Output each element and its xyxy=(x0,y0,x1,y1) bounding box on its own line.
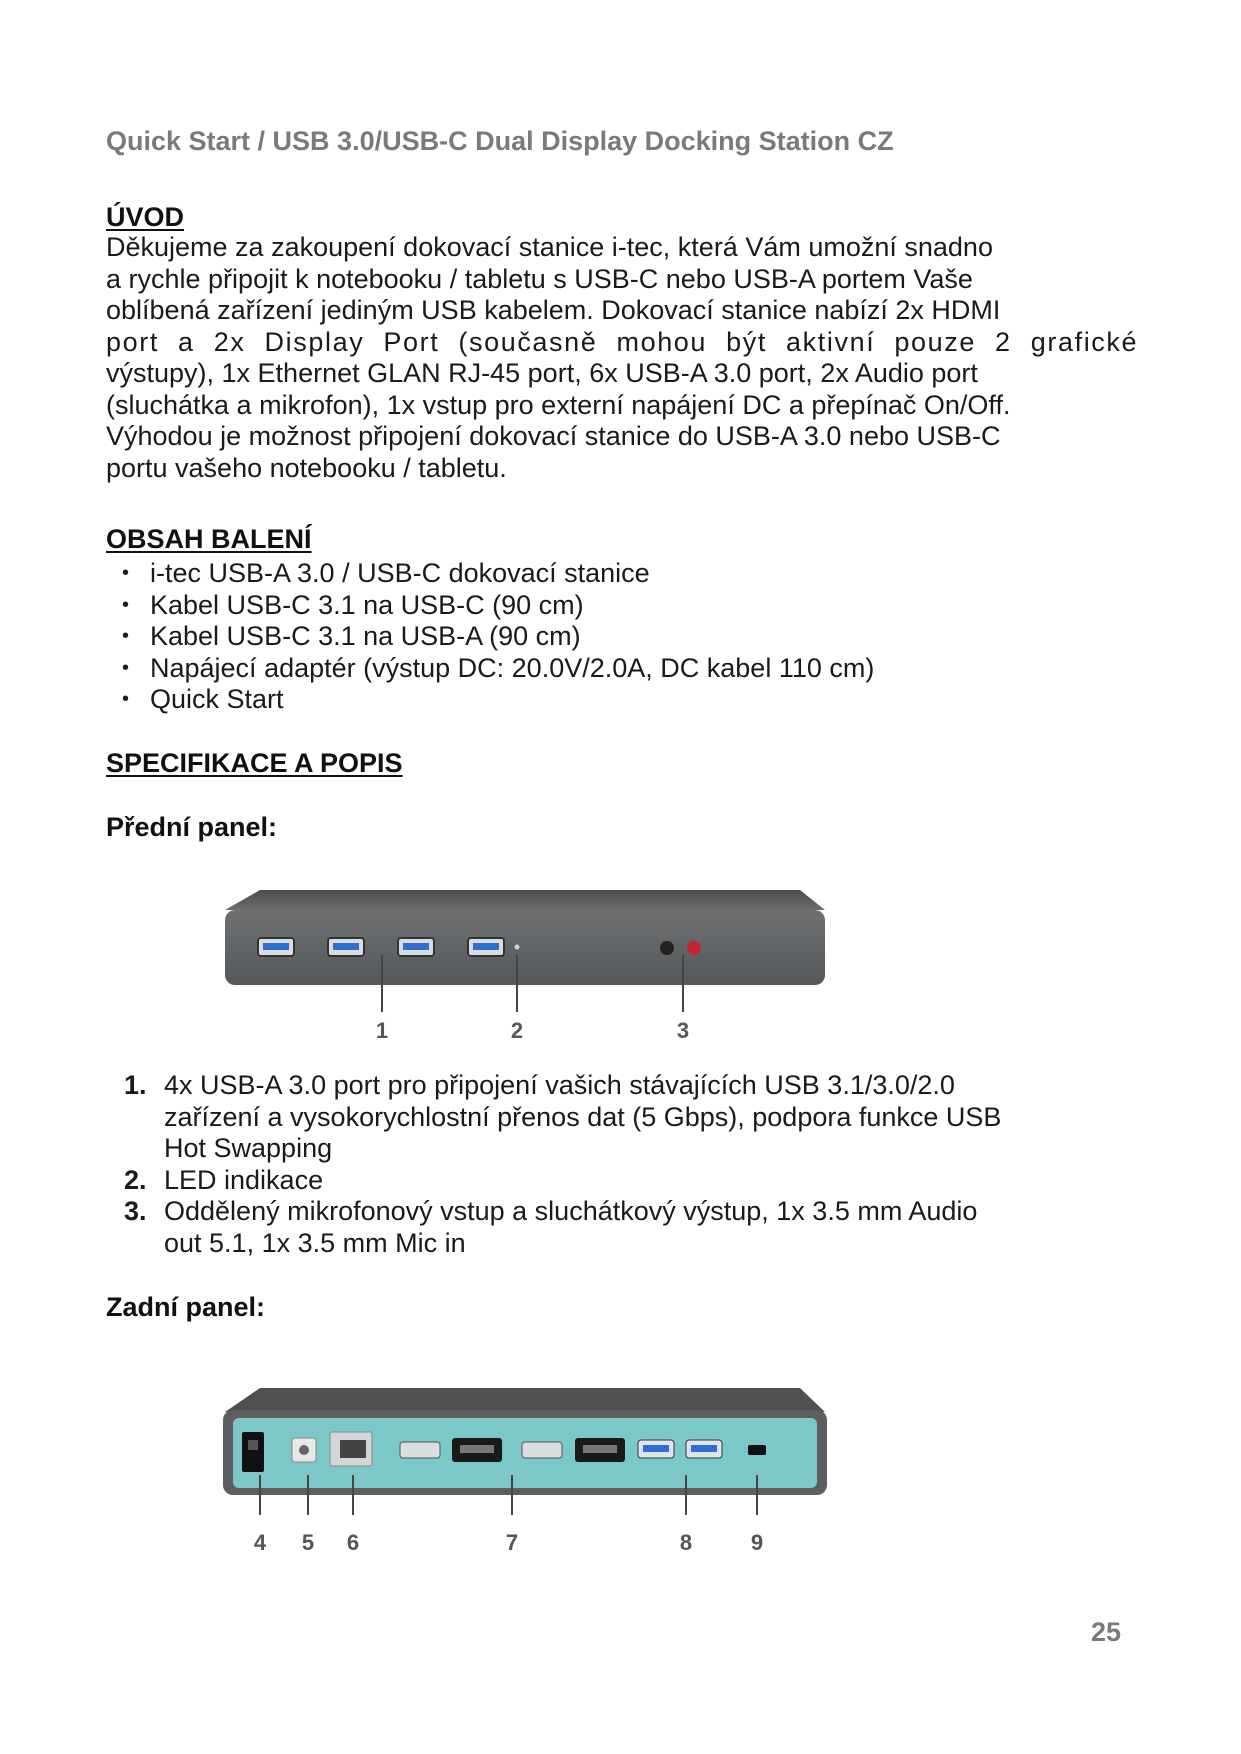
rear-panel-title: Zadní panel: xyxy=(106,1292,266,1322)
dock-top-surface xyxy=(225,1388,825,1412)
intro-heading: ÚVOD xyxy=(106,202,185,232)
list-item-text: Napájecí adaptér (výstup DC: 20.0V/2.0A, DC kabel 110 cm) xyxy=(150,652,875,683)
list-item-text: Hot Swapping xyxy=(164,1133,333,1163)
usb-port-tongue xyxy=(263,943,289,950)
displayport-socket xyxy=(460,1445,494,1453)
list-item xyxy=(120,1070,1001,1165)
intro-line: a rychle připojit k notebooku / tabletu s USB-C nebo USB-A portem Vaše xyxy=(106,263,973,294)
list-item-text: i-tec USB-A 3.0 / USB-C dokovací stanice xyxy=(150,558,650,588)
power-switch-icon xyxy=(242,1432,264,1472)
hdmi-port-icon xyxy=(522,1442,562,1458)
intro-line: oblíbená zařízení jediným USB kabelem. Dokovací stanice nabízí 2x HDMI xyxy=(106,295,1001,325)
list-item: • Quick Start xyxy=(122,684,284,714)
list-number: 2. xyxy=(124,1164,147,1195)
list-item-text: zařízení a vysokorychlostní přenos dat (5 Gbps), podpora funkce USB xyxy=(164,1101,1002,1132)
list-item: • Kabel USB-C 3.1 na USB-A (90 cm) xyxy=(122,621,581,651)
spec-heading: SPECIFIKACE A POPIS xyxy=(106,748,403,778)
callout-label: 3 xyxy=(676,1018,690,1043)
dock-front-face xyxy=(225,910,825,985)
package-heading: OBSAH BALENÍ xyxy=(106,524,312,554)
usb-port-tongue xyxy=(643,1445,669,1452)
front-panel-figure xyxy=(220,860,840,1050)
audio-jack-icon xyxy=(660,941,674,955)
list-item: • i-tec USB-A 3.0 / USB-C dokovací stanice xyxy=(122,558,650,588)
front-panel-list xyxy=(120,1070,1001,1259)
ethernet-socket xyxy=(340,1440,366,1458)
page-number: 25 xyxy=(1091,1617,1122,1647)
mic-jack-icon xyxy=(687,941,701,955)
intro-line: portu vašeho notebooku / tabletu. xyxy=(106,452,507,483)
list-item xyxy=(120,1165,1001,1197)
callout-label: 6 xyxy=(346,1530,360,1555)
callout-label: 7 xyxy=(505,1530,519,1555)
usb-port-tongue xyxy=(403,943,429,950)
callout-label: 9 xyxy=(750,1530,764,1555)
power-switch-toggle xyxy=(248,1440,258,1450)
intro-line: Výhodou je možnost připojení dokovací stanice do USB-A 3.0 nebo USB-C xyxy=(106,421,1001,451)
list-item-text: Quick Start xyxy=(150,684,284,714)
list-item: • Napájecí adaptér (výstup DC: 20.0V/2.0A, DC kabel 110 cm) xyxy=(122,652,875,683)
callout-label: 8 xyxy=(679,1530,693,1555)
dock-top-surface xyxy=(225,890,825,910)
callout-label: 2 xyxy=(510,1018,524,1043)
intro-line: (sluchátka a mikrofon), 1x vstup pro externí napájení DC a přepínač On/Off. xyxy=(106,389,1011,420)
rear-panel-figure xyxy=(220,1380,840,1560)
list-item-text: LED indikace xyxy=(164,1164,324,1195)
usb-port-tongue xyxy=(691,1445,717,1452)
list-number: 1. xyxy=(124,1070,147,1100)
list-item: • Kabel USB-C 3.1 na USB-C (90 cm) xyxy=(122,589,584,620)
package-list xyxy=(122,558,874,716)
usb-port-tongue xyxy=(333,943,359,950)
list-item-text: Kabel USB-C 3.1 na USB-A (90 cm) xyxy=(150,621,581,651)
list-number: 3. xyxy=(124,1196,147,1226)
hdmi-port-icon xyxy=(400,1442,440,1458)
list-item-text: out 5.1, 1x 3.5 mm Mic in xyxy=(164,1227,466,1258)
intro-line: port a 2x Display Port (současně mohou být aktivní pouze 2 grafické xyxy=(106,326,1139,357)
callout-label: 1 xyxy=(375,1018,389,1043)
led-indicator-icon xyxy=(515,945,520,950)
displayport-socket xyxy=(583,1445,617,1453)
intro-line: Děkujeme za zakoupení dokovací stanice i-tec, která Vám umožní snadno xyxy=(106,232,993,262)
list-item xyxy=(120,1196,1001,1259)
list-item-text: 4x USB-A 3.0 port pro připojení vašich stávajících USB 3.1/3.0/2.0 xyxy=(164,1070,955,1100)
front-panel-title: Přední panel: xyxy=(106,812,278,842)
usb-port-tongue xyxy=(473,943,499,950)
callout-label: 5 xyxy=(301,1530,315,1555)
list-item-text: Oddělený mikrofonový vstup a sluchátkový výstup, 1x 3.5 mm Audio xyxy=(164,1196,978,1226)
dc-in-pin xyxy=(299,1445,309,1455)
kensington-lock-icon xyxy=(748,1445,766,1455)
running-header: Quick Start / USB 3.0/USB-C Dual Display Docking Station CZ xyxy=(106,126,894,156)
list-item-text: Kabel USB-C 3.1 na USB-C (90 cm) xyxy=(150,589,584,620)
intro-line: výstupy), 1x Ethernet GLAN RJ-45 port, 6x USB-A 3.0 port, 2x Audio port xyxy=(106,358,978,388)
intro-paragraph xyxy=(106,232,1139,484)
callout-label: 4 xyxy=(253,1530,267,1555)
